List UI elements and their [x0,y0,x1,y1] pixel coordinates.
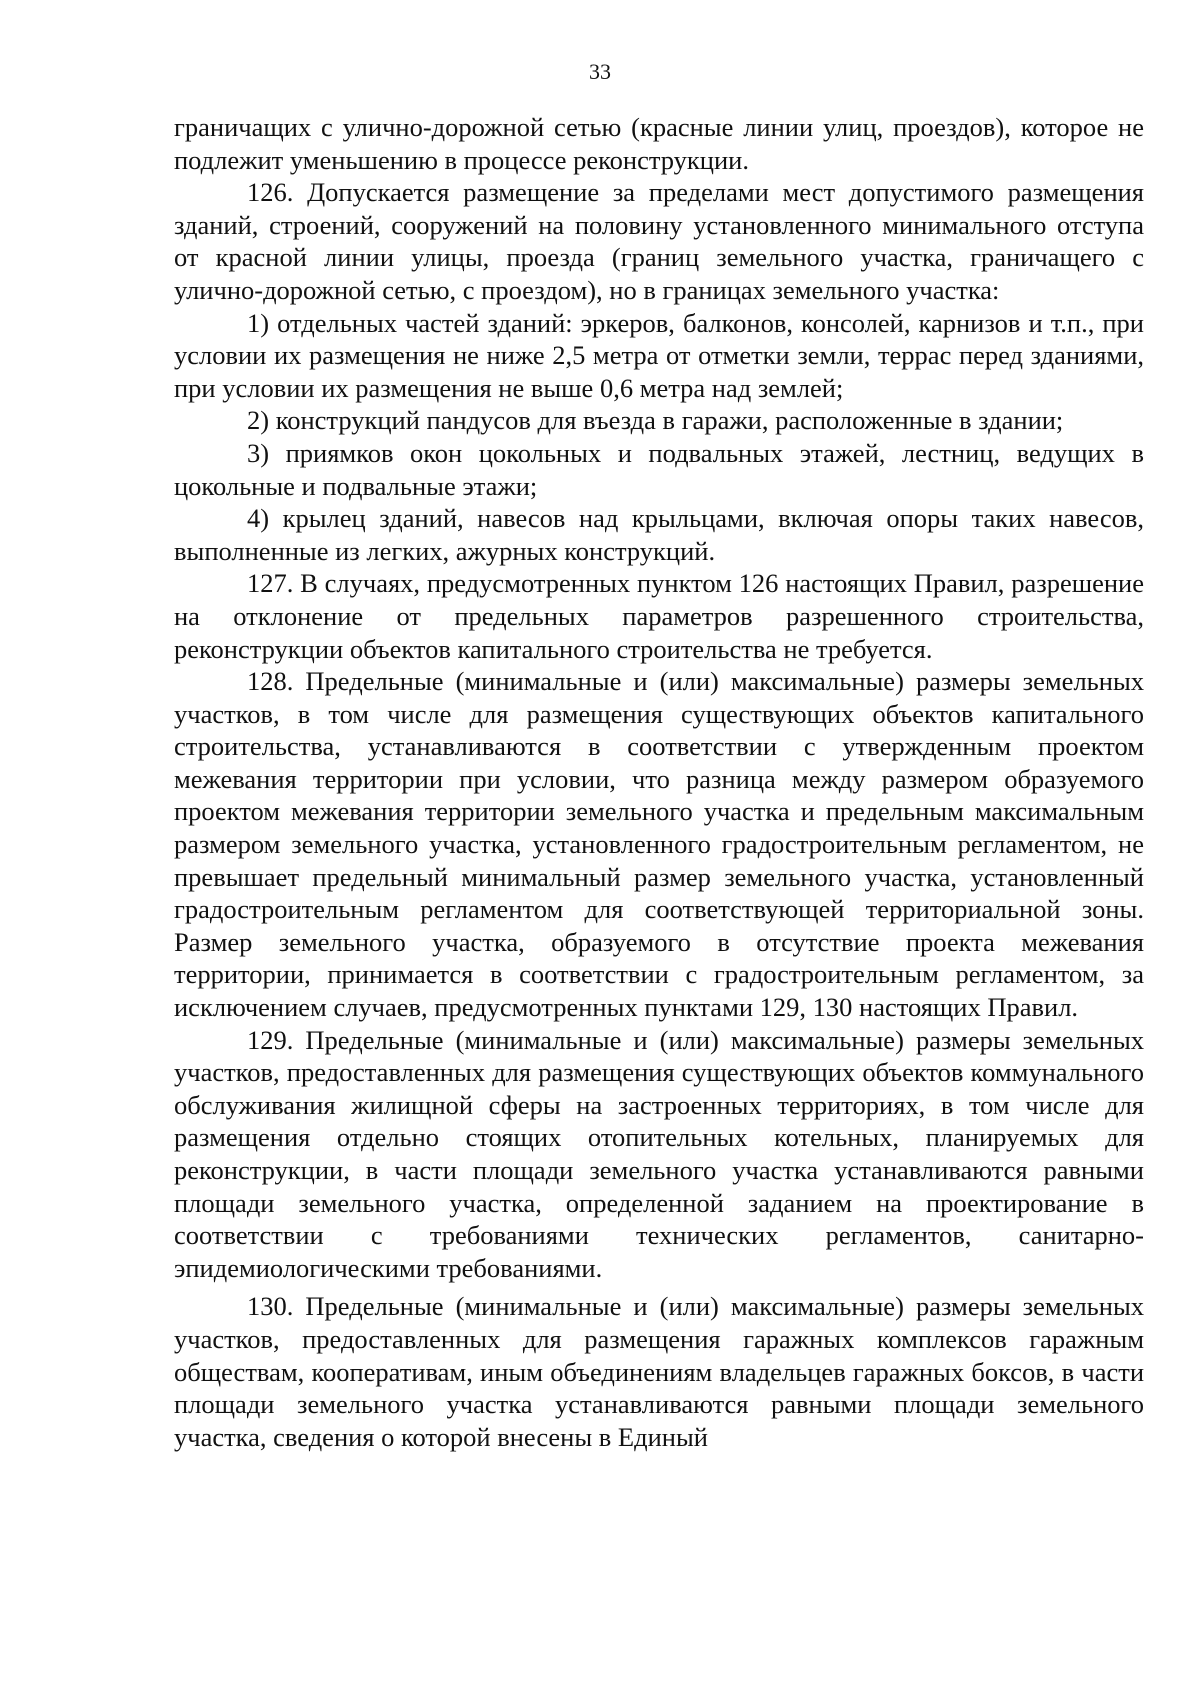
paragraph-126-item-4: 4) крылец зданий, навесов над крыльцами, включая опоры таких навесов, выполненные из легких, ажурных конструкций. [174,503,1144,566]
paragraph-126-item-2: 2) конструкций пандусов для въезда в гаражи, расположенные в здании; [247,405,1064,436]
paragraph-130: 130. Предельные (минимальные и (или) максимальные) размеры земельных участков, предоставленных для размещения гаражных комплексов гаражным обществам, кооперативам, иным объединениям владельцев гаражных боксов, в части площади земельного участка устанавливаются равными площади земельного участка, сведения о которой внесены в Единый [174,1291,1144,1452]
paragraph-127: 127. В случаях, предусмотренных пунктом 126 настоящих Правил, разрешение на отклонение от предельных параметров разрешенного строительства, реконструкции объектов капитального строительства не требуется. [174,568,1144,664]
paragraph-129: 129. Предельные (минимальные и (или) максимальные) размеры земельных участков, предоставленных для размещения существующих объектов коммунального обслуживания жилищной сферы на застроенных территориях, в том числе для размещения отдельно стоящих отопительных котельных, планируемых для реконструкции, в части площади земельного участка устанавливаются равными площади земельного участка, определенной заданием на проектирование в соответствии с требованиями технических регламентов, санитарно-эпидемиологическими требованиями. [174,1024,1144,1283]
page-number: 33 [589,59,611,84]
document-body [174,111,1144,1453]
paragraph-126: 126. Допускается размещение за пределами мест допустимого размещения зданий, строений, сооружений на половину установленного минимального отступа от красной линии улицы, проезда (границ земельного участка, граничащего с улично-дорожной сетью, с проездом), но в границах земельного участка: [174,177,1144,305]
paragraph-128: 128. Предельные (минимальные и (или) максимальные) размеры земельных участков, в том числе для размещения существующих объектов капитального строительства, устанавливаются в соответствии с утвержденным проектом межевания территории при условии, что разница между размером образуемого проектом межевания территории земельного участка и предельным максимальным размером земельного участка, установленного градостроительным регламентом, не превышает предельный минимальный размер земельного участка, установленный градостроительным регламентом для соответствующей территориальной зоны. Размер земельного участка, образуемого в отсутствие проекта межевания территории, принимается в соответствии с градостроительным регламентом, за исключением случаев, предусмотренных пунктами 129, 130 настоящих Правил. [174,666,1144,1023]
paragraph-continuation: граничащих с улично-дорожной сетью (красные линии улиц, проездов), которое не подлежит уменьшению в процессе реконструкции. [174,112,1144,175]
paragraph-126-item-3: 3) приямков окон цокольных и подвальных этажей, лестниц, ведущих в цокольные и подвальные этажи; [174,437,1144,501]
paragraph-126-item-1: 1) отдельных частей зданий: эркеров, балконов, консолей, карнизов и т.п., при условии их размещения не ниже 2,5 метра от отметки земли, террас перед зданиями, при условии их размещения не выше 0,6 метра над землей; [174,307,1144,403]
